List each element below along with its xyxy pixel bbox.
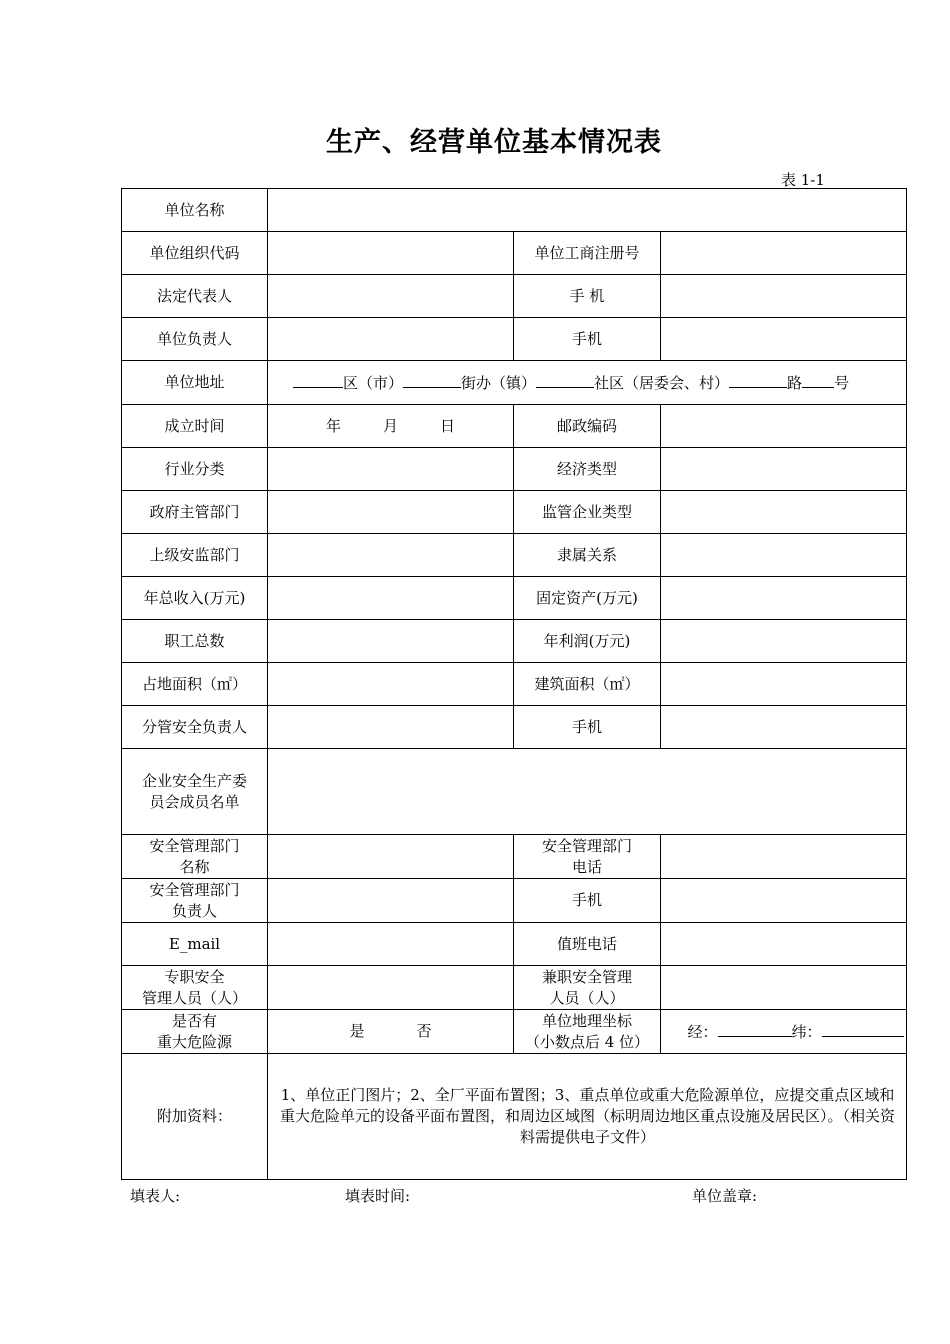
info-table [121,188,907,1180]
footer-fill-time: 填表时间: [345,1187,411,1205]
safety-dept-head-mobile-field[interactable] [661,879,907,923]
land-area-field[interactable] [268,663,514,706]
table-row [122,1054,907,1180]
address-blank[interactable] [293,371,343,388]
label-safety-dept-head-mobile: 手机 [514,879,661,923]
major-hazard-choice[interactable] [268,1010,514,1054]
table-row [122,749,907,835]
label-fixed-assets: 固定资产(万元) [514,577,661,620]
label-unit-head-mobile: 手机 [514,318,661,361]
table-row [122,534,907,577]
label-parttime-staff [514,966,661,1010]
address-district: 区（市） [343,374,404,392]
address-number: 号 [834,374,850,392]
geo-coordinates-field[interactable] [661,1010,907,1054]
label-line: 安全管理部门 [541,836,632,855]
safety-dept-name-field[interactable] [268,835,514,879]
label-supervised-type: 监管企业类型 [514,491,661,534]
label-annual-income: 年总收入(万元) [122,577,268,620]
annual-profit-field[interactable] [661,620,907,663]
address-blank[interactable] [729,371,787,388]
parttime-staff-field[interactable] [661,966,907,1010]
legal-rep-mobile-field[interactable] [661,275,907,318]
label-line: 安全管理部门 [149,836,240,855]
label-unit-name: 单位名称 [122,189,268,232]
address-blank[interactable] [536,371,594,388]
label-line: 负责人 [171,901,217,920]
label-legal-rep-mobile: 手 机 [514,275,661,318]
unit-head-mobile-field[interactable] [661,318,907,361]
industry-field[interactable] [268,448,514,491]
label-committee [122,749,268,835]
hazard-no-option[interactable]: 否 [416,1022,432,1040]
unit-name-field[interactable] [268,189,907,232]
table-number: 表 1-1 [781,171,825,189]
label-safety-dept-phone [514,835,661,879]
email-field[interactable] [268,923,514,966]
fulltime-staff-field[interactable] [268,966,514,1010]
table-row [122,879,907,923]
label-unit-head: 单位负责人 [122,318,268,361]
safety-dept-phone-field[interactable] [661,835,907,879]
address-community: 社区（居委会、村） [594,374,730,392]
hazard-yes-option[interactable]: 是 [349,1022,365,1040]
label-major-hazard [122,1010,268,1054]
affiliation-field[interactable] [661,534,907,577]
label-land-area: 占地面积（㎡） [122,663,268,706]
supervised-type-field[interactable] [661,491,907,534]
table-row [122,966,907,1010]
label-geo-coordinates [514,1010,661,1054]
latitude-label: 纬： [791,1023,822,1041]
label-safety-head-mobile: 手机 [514,706,661,749]
label-line: 重大危险源 [156,1032,232,1051]
table-row [122,577,907,620]
label-email: E_mail [122,923,268,966]
table-row [122,923,907,966]
annual-income-field[interactable] [268,577,514,620]
table-row [122,318,907,361]
label-affiliation: 隶属关系 [514,534,661,577]
founded-date-field[interactable] [268,405,514,448]
label-address: 单位地址 [122,361,268,405]
label-industry: 行业分类 [122,448,268,491]
safety-head-mobile-field[interactable] [661,706,907,749]
label-line: 管理人员（人） [141,988,247,1007]
label-line: 名称 [179,857,210,876]
table-row [122,835,907,879]
form-title: 生产、经营单位基本情况表 [326,127,662,158]
label-legal-rep: 法定代表人 [122,275,268,318]
label-line: 兼职安全管理 [541,967,632,986]
gov-dept-field[interactable] [268,491,514,534]
fixed-assets-field[interactable] [661,577,907,620]
table-row [122,1010,907,1054]
longitude-label: 经： [687,1023,718,1041]
postal-code-field[interactable] [661,405,907,448]
label-founded: 成立时间 [122,405,268,448]
table-row [122,491,907,534]
footer-seal: 单位盖章: [692,1187,758,1205]
label-org-code: 单位组织代码 [122,232,268,275]
label-building-area: 建筑面积（㎡） [514,663,661,706]
biz-reg-no-field[interactable] [661,232,907,275]
table-row [122,620,907,663]
table-row [122,663,907,706]
label-line: 人员（人） [549,988,625,1007]
safety-head-field[interactable] [268,706,514,749]
legal-rep-field[interactable] [268,275,514,318]
table-row [122,232,907,275]
committee-field[interactable] [268,749,907,835]
label-line: 安全管理部门 [149,880,240,899]
label-line: 电话 [571,857,602,876]
label-safety-dept-head [122,879,268,923]
label-line: （小数点后 4 位） [524,1032,650,1051]
longitude-blank[interactable] [718,1020,792,1037]
attachments-text: 1、单位正门图片；2、全厂平面布置图；3、重点单位或重大危险源单位，应提交重点区域和重大危险单元的设备平面布置图，和周边区域图（标明周边地区重点设施及居民区）。（相关资料需提供电子文件） [268,1054,907,1180]
org-code-field[interactable] [268,232,514,275]
unit-head-field[interactable] [268,318,514,361]
label-safety-dept-name [122,835,268,879]
label-biz-reg-no: 单位工商注册号 [514,232,661,275]
address-road: 路 [787,374,803,392]
committee-line-2: 员会成员名单 [149,792,240,811]
label-attachments: 附加资料： [122,1054,268,1180]
label-annual-profit: 年利润(万元) [514,620,661,663]
footer-filler: 填表人: [130,1187,181,1205]
table-row [122,405,907,448]
duty-phone-field[interactable] [661,923,907,966]
label-economic-type: 经济类型 [514,448,661,491]
address-street: 街办（镇） [461,374,537,392]
address-blank[interactable] [802,371,834,388]
label-postal-code: 邮政编码 [514,405,661,448]
address-field[interactable] [268,361,907,405]
table-row [122,706,907,749]
date-year: 年 [325,416,341,435]
label-fulltime-staff [122,966,268,1010]
label-gov-dept: 政府主管部门 [122,491,268,534]
date-day: 日 [440,416,456,435]
label-duty-phone: 值班电话 [514,923,661,966]
table-row [122,448,907,491]
label-line: 专职安全 [164,967,225,986]
latitude-blank[interactable] [822,1020,904,1037]
safety-dept-head-field[interactable] [268,879,514,923]
table-row [122,275,907,318]
table-row [122,189,907,232]
economic-type-field[interactable] [661,448,907,491]
committee-line-1: 企业安全生产委 [141,771,247,790]
employees-field[interactable] [268,620,514,663]
label-superior-dept: 上级安监部门 [122,534,268,577]
building-area-field[interactable] [661,663,907,706]
label-line: 是否有 [171,1011,217,1030]
date-month: 月 [382,416,398,435]
label-safety-head: 分管安全负责人 [122,706,268,749]
table-row [122,361,907,405]
superior-dept-field[interactable] [268,534,514,577]
label-employees: 职工总数 [122,620,268,663]
label-line: 单位地理坐标 [541,1011,632,1030]
address-blank[interactable] [403,371,461,388]
